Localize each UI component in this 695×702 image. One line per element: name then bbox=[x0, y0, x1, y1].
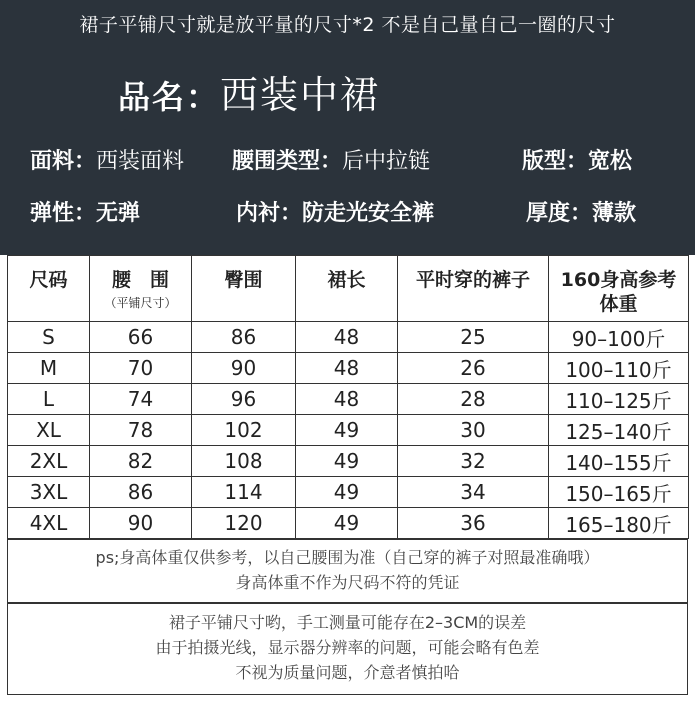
cell-pants: 25 bbox=[398, 322, 549, 353]
table-row bbox=[8, 322, 689, 353]
cell-weight: 125–140斤 bbox=[549, 415, 689, 446]
measurement-note: 裙子平铺尺寸就是放平量的尺寸*2 不是自己量自己一圈的尺寸 bbox=[79, 14, 616, 36]
lining-value: 防走光安全裤 bbox=[302, 201, 435, 226]
thickness-value: 薄款 bbox=[592, 201, 637, 226]
table-row bbox=[8, 384, 689, 415]
thickness-label: 厚度： bbox=[526, 201, 593, 226]
col-length: 裙长 bbox=[296, 256, 398, 322]
cell-hip: 96 bbox=[192, 384, 296, 415]
cell-length: 49 bbox=[296, 508, 398, 539]
col-weight-line2: 体重 bbox=[599, 293, 638, 315]
col-waist-sub: （平铺尺寸） bbox=[104, 296, 177, 310]
cell-length: 49 bbox=[296, 446, 398, 477]
cell-size: S bbox=[8, 322, 90, 353]
cell-pants: 30 bbox=[398, 415, 549, 446]
cell-hip: 120 bbox=[192, 508, 296, 539]
col-waist-label: 腰 围 bbox=[111, 269, 169, 291]
cell-waist: 90 bbox=[90, 508, 192, 539]
cell-pants: 34 bbox=[398, 477, 549, 508]
fabric-value: 西装面料 bbox=[96, 149, 185, 174]
waist-type-label: 腰围类型： bbox=[232, 149, 343, 174]
cell-pants: 28 bbox=[398, 384, 549, 415]
cell-size: L bbox=[8, 384, 90, 415]
lining-prop bbox=[236, 196, 434, 227]
col-hip: 臀围 bbox=[192, 256, 296, 322]
table-row bbox=[8, 446, 689, 477]
cell-size: 4XL bbox=[8, 508, 90, 539]
cell-length: 49 bbox=[296, 477, 398, 508]
table-row bbox=[8, 508, 689, 539]
elasticity-value: 无弹 bbox=[96, 201, 141, 226]
fabric-prop bbox=[30, 144, 184, 175]
cell-pants: 32 bbox=[398, 446, 549, 477]
cell-waist: 82 bbox=[90, 446, 192, 477]
cell-length: 48 bbox=[296, 322, 398, 353]
cell-waist: 70 bbox=[90, 353, 192, 384]
note-line: 由于拍摄光线，显示器分辨率的问题，可能会略有色差 bbox=[155, 638, 540, 657]
fit-value: 宽松 bbox=[588, 149, 633, 174]
fit-label: 版型： bbox=[522, 149, 589, 174]
product-name-label: 品名： bbox=[118, 78, 221, 116]
cell-size: M bbox=[8, 353, 90, 384]
cell-weight: 110–125斤 bbox=[549, 384, 689, 415]
fit-prop bbox=[522, 144, 632, 175]
cell-pants: 26 bbox=[398, 353, 549, 384]
waist-type-prop bbox=[232, 144, 430, 175]
cell-size: XL bbox=[8, 415, 90, 446]
header-panel bbox=[0, 0, 695, 255]
cell-waist: 74 bbox=[90, 384, 192, 415]
cell-weight: 140–155斤 bbox=[549, 446, 689, 477]
size-table bbox=[7, 255, 689, 539]
elasticity-label: 弹性： bbox=[30, 201, 97, 226]
cell-waist: 78 bbox=[90, 415, 192, 446]
thickness-prop bbox=[526, 196, 636, 227]
cell-size: 2XL bbox=[8, 446, 90, 477]
waist-type-value: 后中拉链 bbox=[342, 149, 431, 174]
cell-hip: 86 bbox=[192, 322, 296, 353]
cell-length: 48 bbox=[296, 353, 398, 384]
cell-hip: 102 bbox=[192, 415, 296, 446]
fabric-label: 面料： bbox=[30, 149, 97, 174]
lining-label: 内衬： bbox=[236, 201, 303, 226]
note-line: ps;身高体重仅供参考，以自己腰围为准（自己穿的裤子对照最准确哦） bbox=[95, 548, 600, 567]
col-weight bbox=[549, 256, 689, 322]
cell-length: 49 bbox=[296, 415, 398, 446]
cell-pants: 36 bbox=[398, 508, 549, 539]
col-size: 尺码 bbox=[8, 256, 90, 322]
cell-hip: 108 bbox=[192, 446, 296, 477]
table-row bbox=[8, 353, 689, 384]
reference-note-box bbox=[7, 539, 688, 603]
col-pants: 平时穿的裤子 bbox=[398, 256, 549, 322]
table-row bbox=[8, 415, 689, 446]
disclaimer-note-box bbox=[7, 603, 688, 695]
product-name-value: 西装中裙 bbox=[220, 73, 381, 117]
product-name bbox=[118, 64, 380, 119]
note-line: 裙子平铺尺寸哟，手工测量可能存在2–3CM的误差 bbox=[168, 613, 527, 632]
col-weight-line1: 160身高参考 bbox=[560, 269, 677, 291]
note-line: 身高体重不作为尺码不符的凭证 bbox=[235, 573, 460, 592]
cell-length: 48 bbox=[296, 384, 398, 415]
cell-weight: 165–180斤 bbox=[549, 508, 689, 539]
note-line: 不视为质量问题，介意者慎拍哈 bbox=[235, 663, 460, 682]
col-waist bbox=[90, 256, 192, 322]
elasticity-prop bbox=[30, 196, 140, 227]
table-row bbox=[8, 477, 689, 508]
cell-waist: 66 bbox=[90, 322, 192, 353]
cell-hip: 114 bbox=[192, 477, 296, 508]
cell-waist: 86 bbox=[90, 477, 192, 508]
cell-hip: 90 bbox=[192, 353, 296, 384]
cell-weight: 90–100斤 bbox=[549, 322, 689, 353]
table-header-row bbox=[8, 256, 689, 322]
cell-weight: 150–165斤 bbox=[549, 477, 689, 508]
cell-weight: 100–110斤 bbox=[549, 353, 689, 384]
cell-size: 3XL bbox=[8, 477, 90, 508]
